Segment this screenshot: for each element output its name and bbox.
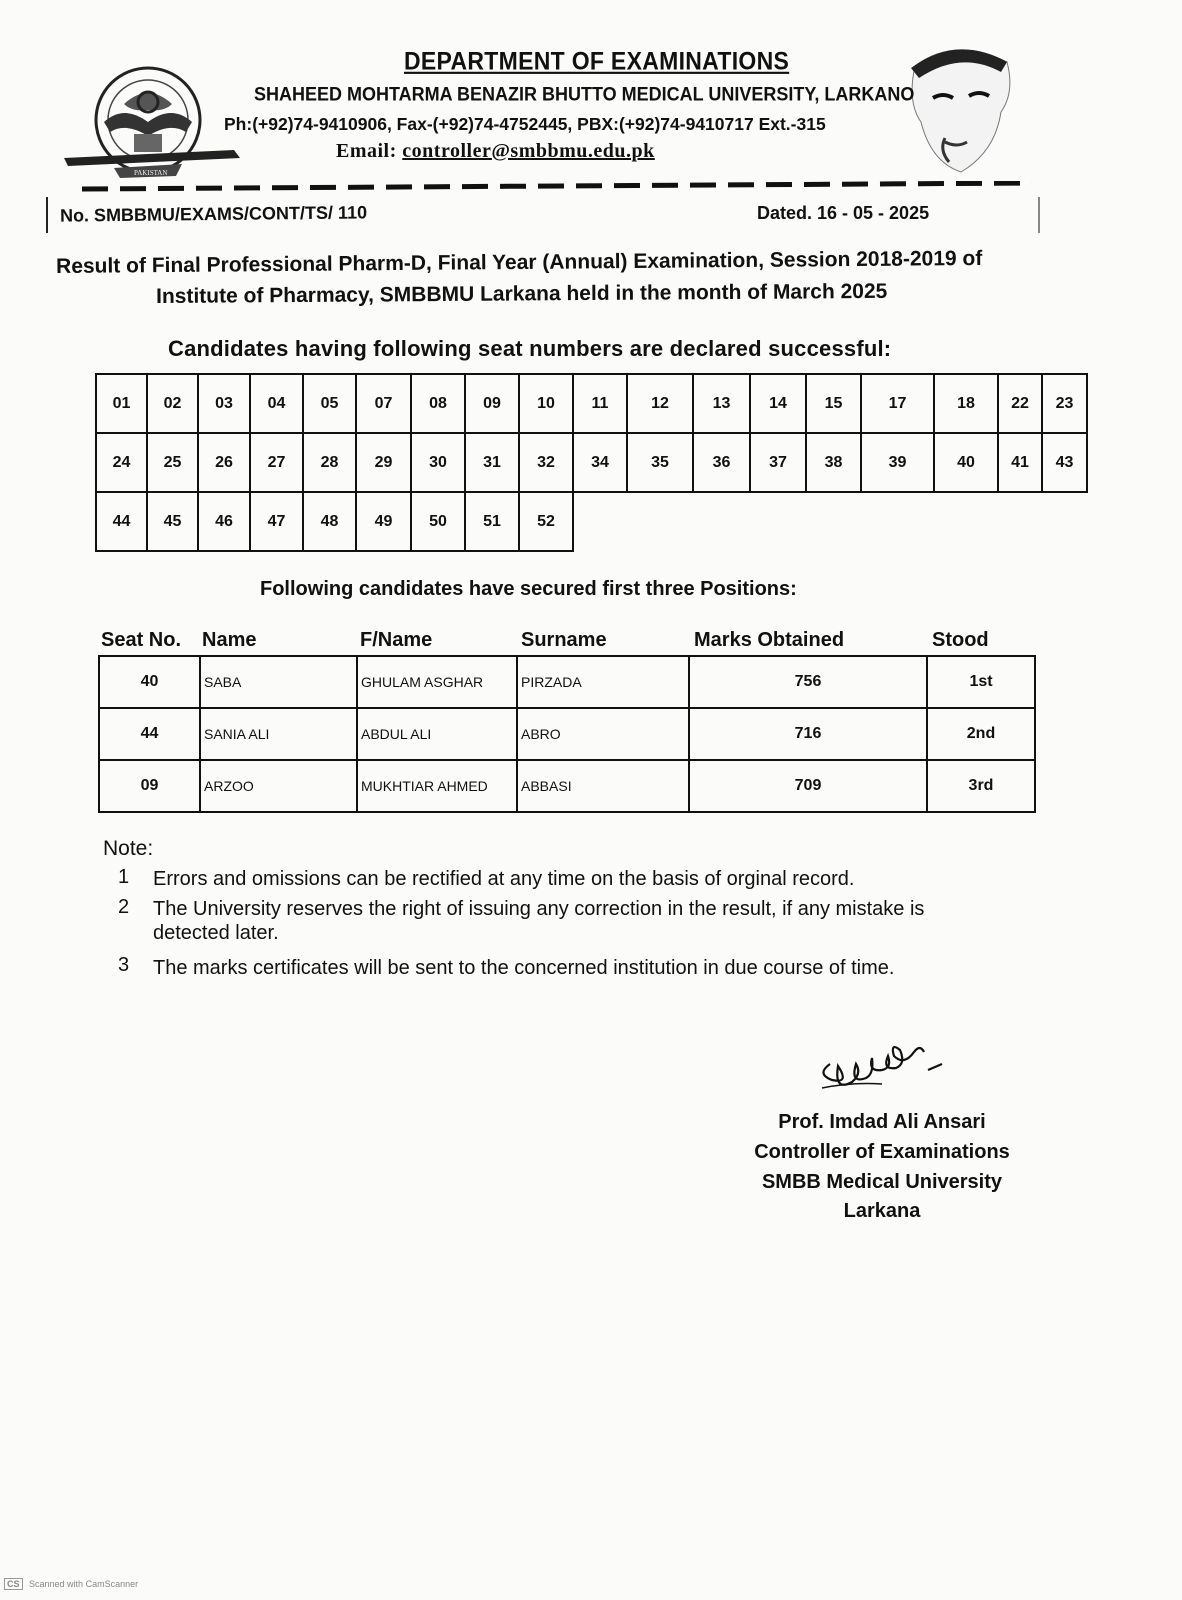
note-number: 2	[118, 896, 130, 918]
fname-cell: MUKHTIAR AHMED	[357, 760, 517, 812]
stood-cell: 1st	[927, 656, 1035, 708]
position-row	[99, 656, 1035, 708]
scanner-text: Scanned with CamScanner	[29, 1579, 139, 1589]
marks-cell: 716	[689, 708, 927, 760]
seat-cell: 44	[99, 708, 200, 760]
seat-number-cell: 49	[356, 492, 411, 551]
seat-number-cell: 48	[303, 492, 356, 551]
successful-seat-table	[95, 373, 1088, 552]
seat-number-cell: 25	[147, 433, 198, 492]
signatory-org: SMBB Medical University	[761, 1171, 1003, 1193]
seat-number-cell: 29	[356, 433, 411, 492]
seat-row	[96, 433, 1087, 492]
seat-number-cell: 47	[250, 492, 303, 551]
seat-number-cell: 44	[96, 492, 147, 551]
note-number: 1	[118, 866, 130, 888]
seat-number-cell: 40	[934, 433, 998, 492]
stood-cell: 2nd	[927, 708, 1035, 760]
department-title: DEPARTMENT OF EXAMINATIONS	[404, 46, 790, 75]
seat-number-cell: 24	[96, 433, 147, 492]
contact-line: Ph:(+92)74-9410906, Fax-(+92)74-4752445, PBX:(+92)74-9410717 Ext.-315	[224, 114, 826, 134]
scanner-footer	[4, 1578, 138, 1590]
seat-row	[96, 374, 1087, 433]
col-seat-no: Seat No.	[101, 629, 182, 651]
seat-number-cell: 10	[519, 374, 573, 433]
seat-number-cell: 05	[303, 374, 356, 433]
seat-number-cell: 01	[96, 374, 147, 433]
name-cell: SABA	[200, 656, 357, 708]
name-cell: SANIA ALI	[200, 708, 357, 760]
seat-number-cell: 14	[750, 374, 806, 433]
seat-cell: 09	[99, 760, 200, 812]
email-line	[336, 140, 655, 163]
seat-number-cell: 50	[411, 492, 465, 551]
logo-text: PAKISTAN	[134, 169, 168, 177]
seat-number-cell: 04	[250, 374, 303, 433]
seat-number-cell: 38	[806, 433, 861, 492]
result-title-line2: Institute of Pharmacy, SMBBMU Larkana held in the month of March 2025	[156, 279, 888, 308]
seat-number-cell: 12	[627, 374, 693, 433]
seat-number-cell: 17	[861, 374, 934, 433]
stood-cell: 3rd	[927, 760, 1035, 812]
seat-number-cell: 39	[861, 433, 934, 492]
seat-cell: 40	[99, 656, 200, 708]
seat-number-cell: 02	[147, 374, 198, 433]
col-name: Name	[202, 629, 257, 651]
signature	[818, 1030, 958, 1096]
seat-number-cell: 51	[465, 492, 519, 551]
reference-number: No. SMBBMU/EXAMS/CONT/TS/ 110	[59, 202, 368, 226]
seat-number-cell: 37	[750, 433, 806, 492]
surname-cell: PIRZADA	[517, 656, 689, 708]
note-text: The University reserves the right of issuing any correction in the result, if any mistake is	[153, 898, 925, 920]
seat-number-cell: 07	[356, 374, 411, 433]
university-logo	[64, 64, 244, 192]
header-divider	[82, 180, 1032, 192]
position-row	[99, 708, 1035, 760]
result-title-line1: Result of Final Professional Pharm-D, Final Year (Annual) Examination, Session 2018-2019 of	[56, 246, 983, 278]
note-heading: Note:	[103, 837, 154, 860]
seat-number-cell: 18	[934, 374, 998, 433]
signatory-city: Larkana	[843, 1200, 921, 1222]
seat-number-cell: 45	[147, 492, 198, 551]
seat-number-cell: 22	[998, 374, 1042, 433]
col-surname: Surname	[521, 629, 607, 651]
seat-number-cell: 26	[198, 433, 250, 492]
seat-number-cell: 43	[1042, 433, 1087, 492]
signatory-name: Prof. Imdad Ali Ansari	[778, 1111, 986, 1133]
fname-cell: GHULAM ASGHAR	[357, 656, 517, 708]
seat-number-cell: 46	[198, 492, 250, 551]
seat-number-cell: 13	[693, 374, 750, 433]
seat-number-cell: 03	[198, 374, 250, 433]
seat-number-cell: 34	[573, 433, 627, 492]
note-text: The marks certificates will be sent to the concerned institution in due course of time.	[153, 957, 895, 979]
seat-number-cell: 32	[519, 433, 573, 492]
university-name: SHAHEED MOHTARMA BENAZIR BHUTTO MEDICAL UNIVERSITY, LARKANO	[254, 82, 915, 105]
seat-number-cell: 09	[465, 374, 519, 433]
surname-cell: ABRO	[517, 708, 689, 760]
seat-number-cell: 15	[806, 374, 861, 433]
col-stood: Stood	[932, 629, 989, 651]
positions-heading: Following candidates have secured first three Positions:	[260, 578, 797, 600]
note-text: Errors and omissions can be rectified at any time on the basis of orginal record.	[153, 868, 855, 890]
camscanner-icon: CS	[4, 1578, 23, 1590]
reference-date: Dated. 16 - 05 - 2025	[757, 203, 930, 223]
successful-heading: Candidates having following seat numbers are declared successful:	[168, 336, 892, 361]
name-cell: ARZOO	[200, 760, 357, 812]
seat-row	[96, 492, 1087, 551]
seat-number-cell: 30	[411, 433, 465, 492]
positions-table	[98, 655, 1036, 813]
col-marks: Marks Obtained	[694, 629, 845, 651]
email-link[interactable]: controller@smbbmu.edu.pk	[402, 140, 655, 162]
marks-cell: 756	[689, 656, 927, 708]
seat-number-cell: 31	[465, 433, 519, 492]
surname-cell: ABBASI	[517, 760, 689, 812]
seat-number-cell: 11	[573, 374, 627, 433]
seat-number-cell: 52	[519, 492, 573, 551]
seat-number-cell: 28	[303, 433, 356, 492]
email-label: Email:	[336, 140, 397, 162]
portrait-image	[905, 46, 1015, 178]
seat-number-cell: 36	[693, 433, 750, 492]
signatory-title: Controller of Examinations	[754, 1141, 1010, 1163]
seat-number-cell: 23	[1042, 374, 1087, 433]
seat-number-cell: 35	[627, 433, 693, 492]
note-number: 3	[118, 954, 130, 976]
seat-number-cell: 08	[411, 374, 465, 433]
note-text: detected later.	[153, 922, 279, 944]
marks-cell: 709	[689, 760, 927, 812]
seat-number-cell: 41	[998, 433, 1042, 492]
col-fname: F/Name	[360, 629, 433, 651]
fname-cell: ABDUL ALI	[357, 708, 517, 760]
position-row	[99, 760, 1035, 812]
seat-number-cell: 27	[250, 433, 303, 492]
